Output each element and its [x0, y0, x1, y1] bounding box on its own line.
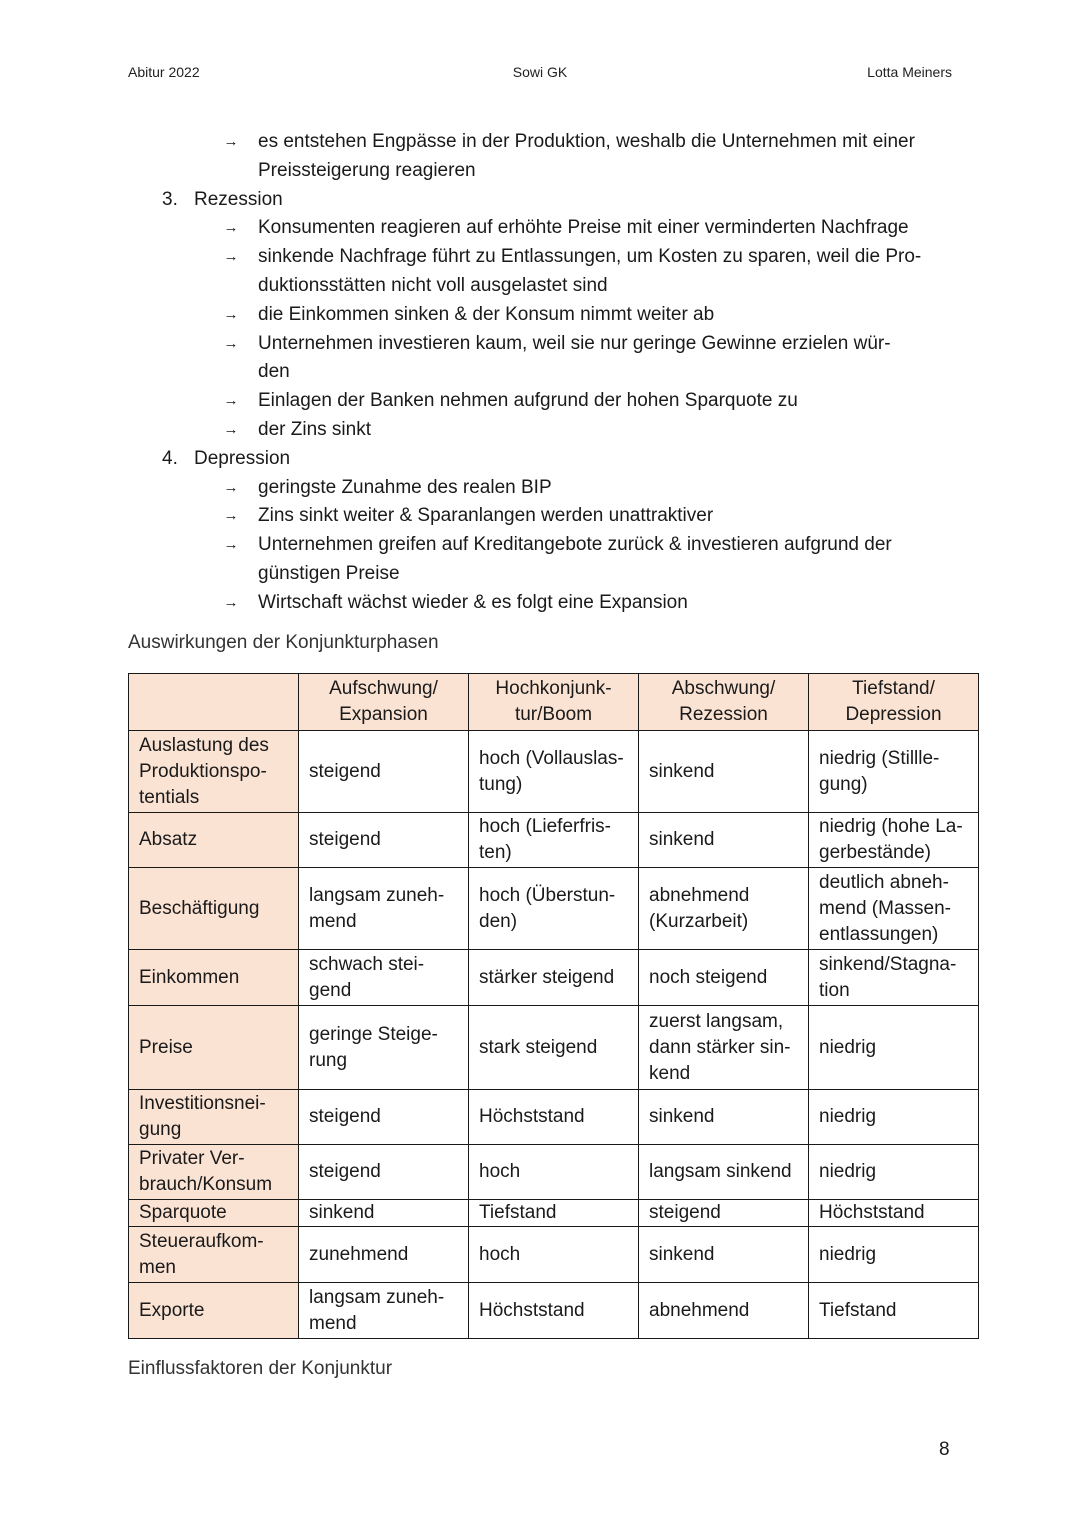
- arrow-right-icon: →: [223, 536, 239, 554]
- row-label-cell: Beschäftigung: [129, 868, 299, 950]
- table-cell: langsam zuneh- mend: [299, 868, 469, 950]
- table-cell: hoch (Überstun- den): [469, 868, 639, 950]
- bullet-text: es entstehen Engpässe in der Produktion, weshalb die Unternehmen mit einer: [258, 131, 915, 152]
- bullet-text: sinkende Nachfrage führt zu Entlassungen, um Kosten zu sparen, weil die Pro-: [258, 246, 922, 268]
- table-cell: Tiefstand: [809, 1283, 979, 1339]
- table-cell: sinkend: [639, 731, 809, 813]
- table-header-row: [129, 674, 979, 731]
- arrow-right-icon: →: [223, 248, 239, 266]
- phase-heading: Rezession: [194, 188, 283, 210]
- phases-table: [128, 673, 979, 1339]
- row-label-cell: Einkommen: [129, 950, 299, 1006]
- table-cell: steigend: [299, 1145, 469, 1200]
- list-number: 3.: [162, 188, 178, 210]
- phase-list: [0, 128, 1080, 618]
- text-line: [0, 243, 1080, 272]
- table-cell: niedrig: [809, 1090, 979, 1145]
- list-number: 4.: [162, 447, 178, 469]
- bullet-text: Konsumenten reagieren auf erhöhte Preise mit einer verminderten Nachfrage: [258, 217, 909, 239]
- table-header-cell: Hochkonjunk- tur/Boom: [469, 674, 639, 731]
- table-row: [129, 1283, 979, 1339]
- table-cell: stark steigend: [469, 1006, 639, 1090]
- arrow-right-icon: →: [223, 219, 239, 237]
- table-cell: niedrig: [809, 1006, 979, 1090]
- table-cell: steigend: [299, 813, 469, 868]
- arrow-right-icon: →: [223, 392, 239, 410]
- text-line: [0, 330, 1080, 359]
- bullet-text: Einlagen der Banken nehmen aufgrund der hohen Sparquote zu: [258, 390, 798, 412]
- table-cell: steigend: [639, 1200, 809, 1227]
- table-row: [129, 1090, 979, 1145]
- table-cell: steigend: [299, 1090, 469, 1145]
- bullet-text: die Einkommen sinken & der Konsum nimmt weiter ab: [258, 303, 715, 325]
- text-line: [0, 358, 1080, 387]
- table-cell: abnehmend: [639, 1283, 809, 1339]
- table-cell: niedrig: [809, 1227, 979, 1283]
- header-right: Lotta Meiners: [867, 64, 952, 80]
- table-cell: niedrig (hohe La- gerbestände): [809, 813, 979, 868]
- table-cell: hoch (Vollauslas- tung): [469, 731, 639, 813]
- text-line: [0, 416, 1080, 445]
- bullet-text: Preissteigerung reagieren: [258, 159, 476, 181]
- table-cell: Höchststand: [809, 1200, 979, 1227]
- table-cell: zuerst langsam, dann stärker sin- kend: [639, 1006, 809, 1090]
- text-line: [0, 474, 1080, 503]
- table-cell: steigend: [299, 731, 469, 813]
- text-line: [0, 560, 1080, 589]
- table-row: [129, 1145, 979, 1200]
- text-line: [0, 128, 1080, 157]
- row-label-cell: Investitionsnei- gung: [129, 1090, 299, 1145]
- header-left: Abitur 2022: [128, 64, 200, 80]
- table-cell: sinkend: [639, 813, 809, 868]
- bullet-text: Unternehmen greifen auf Kreditangebote zurück & investieren aufgrund der: [258, 534, 892, 556]
- table-row: [129, 1227, 979, 1283]
- footer-caption: Einflussfaktoren der Konjunktur: [128, 1358, 393, 1379]
- bullet-text: der Zins sinkt: [258, 418, 371, 440]
- table-cell: sinkend: [639, 1090, 809, 1145]
- row-label-cell: Privater Ver- brauch/Konsum: [129, 1145, 299, 1200]
- text-line: [0, 445, 1080, 474]
- header-center: Sowi GK: [512, 64, 568, 80]
- bullet-text: duktionsstätten nicht voll ausgelastet sind: [258, 274, 608, 296]
- bullet-text: Unternehmen investieren kaum, weil sie nur geringe Gewinne erzielen wür-: [258, 332, 891, 354]
- table-header-cell: Aufschwung/ Expansion: [299, 674, 469, 731]
- table-cell: deutlich abneh- mend (Massen- entlassungen): [809, 868, 979, 950]
- table-cell: zunehmend: [299, 1227, 469, 1283]
- page-header: [128, 64, 952, 86]
- table-cell: niedrig (Stillle- gung): [809, 731, 979, 813]
- text-line: [0, 186, 1080, 215]
- arrow-right-icon: →: [223, 507, 239, 525]
- text-line: [0, 589, 1080, 618]
- table-cell: noch steigend: [639, 950, 809, 1006]
- table-row: [129, 731, 979, 813]
- table-cell: schwach stei- gend: [299, 950, 469, 1006]
- table-cell: niedrig: [809, 1145, 979, 1200]
- table-cell: sinkend: [639, 1227, 809, 1283]
- table-header-cell: Abschwung/ Rezession: [639, 674, 809, 731]
- row-label-cell: Preise: [129, 1006, 299, 1090]
- page-number: 8: [939, 1439, 950, 1460]
- table-cell: sinkend: [299, 1200, 469, 1227]
- table-cell: langsam zuneh- mend: [299, 1283, 469, 1339]
- table-caption: Auswirkungen der Konjunkturphasen: [128, 632, 439, 653]
- table-cell: hoch (Lieferfris- ten): [469, 813, 639, 868]
- table-cell: Tiefstand: [469, 1200, 639, 1227]
- phase-heading: Depression: [194, 447, 291, 469]
- table-cell: sinkend/Stagna- tion: [809, 950, 979, 1006]
- arrow-right-icon: →: [223, 305, 239, 323]
- row-label-cell: Steueraufkom- men: [129, 1227, 299, 1283]
- bullet-text: günstigen Preise: [258, 562, 400, 584]
- table-cell: Höchststand: [469, 1090, 639, 1145]
- bullet-text: den: [258, 361, 290, 383]
- table-cell: hoch: [469, 1227, 639, 1283]
- row-label-cell: Auslastung des Produktionspo- tentials: [129, 731, 299, 813]
- table-cell: Höchststand: [469, 1283, 639, 1339]
- table-cell: abnehmend (Kurzarbeit): [639, 868, 809, 950]
- arrow-right-icon: →: [223, 593, 239, 611]
- text-line: [0, 157, 1080, 186]
- row-label-cell: Exporte: [129, 1283, 299, 1339]
- arrow-right-icon: →: [223, 334, 239, 352]
- table-header-cell: Tiefstand/ Depression: [809, 674, 979, 731]
- arrow-right-icon: →: [223, 420, 239, 438]
- bullet-text: geringste Zunahme des realen BIP: [258, 476, 552, 498]
- table-row: [129, 813, 979, 868]
- row-label-cell: Sparquote: [129, 1200, 299, 1227]
- table-cell: hoch: [469, 1145, 639, 1200]
- text-line: [0, 531, 1080, 560]
- text-line: [0, 214, 1080, 243]
- bullet-text: Zins sinkt weiter & Sparanlangen werden unattraktiver: [258, 505, 714, 527]
- text-line: [0, 272, 1080, 301]
- arrow-right-icon: →: [223, 133, 239, 150]
- text-line: [0, 387, 1080, 416]
- table-cell: geringe Steige- rung: [299, 1006, 469, 1090]
- table-corner-cell: [129, 674, 299, 731]
- table-row: [129, 1006, 979, 1090]
- text-line: [0, 301, 1080, 330]
- arrow-right-icon: →: [223, 478, 239, 496]
- table-row: [129, 950, 979, 1006]
- row-label-cell: Absatz: [129, 813, 299, 868]
- table-row: [129, 1200, 979, 1227]
- table-row: [129, 868, 979, 950]
- table-cell: stärker steigend: [469, 950, 639, 1006]
- table-cell: langsam sinkend: [639, 1145, 809, 1200]
- bullet-text: Wirtschaft wächst wieder & es folgt eine Expansion: [258, 591, 688, 613]
- text-line: [0, 502, 1080, 531]
